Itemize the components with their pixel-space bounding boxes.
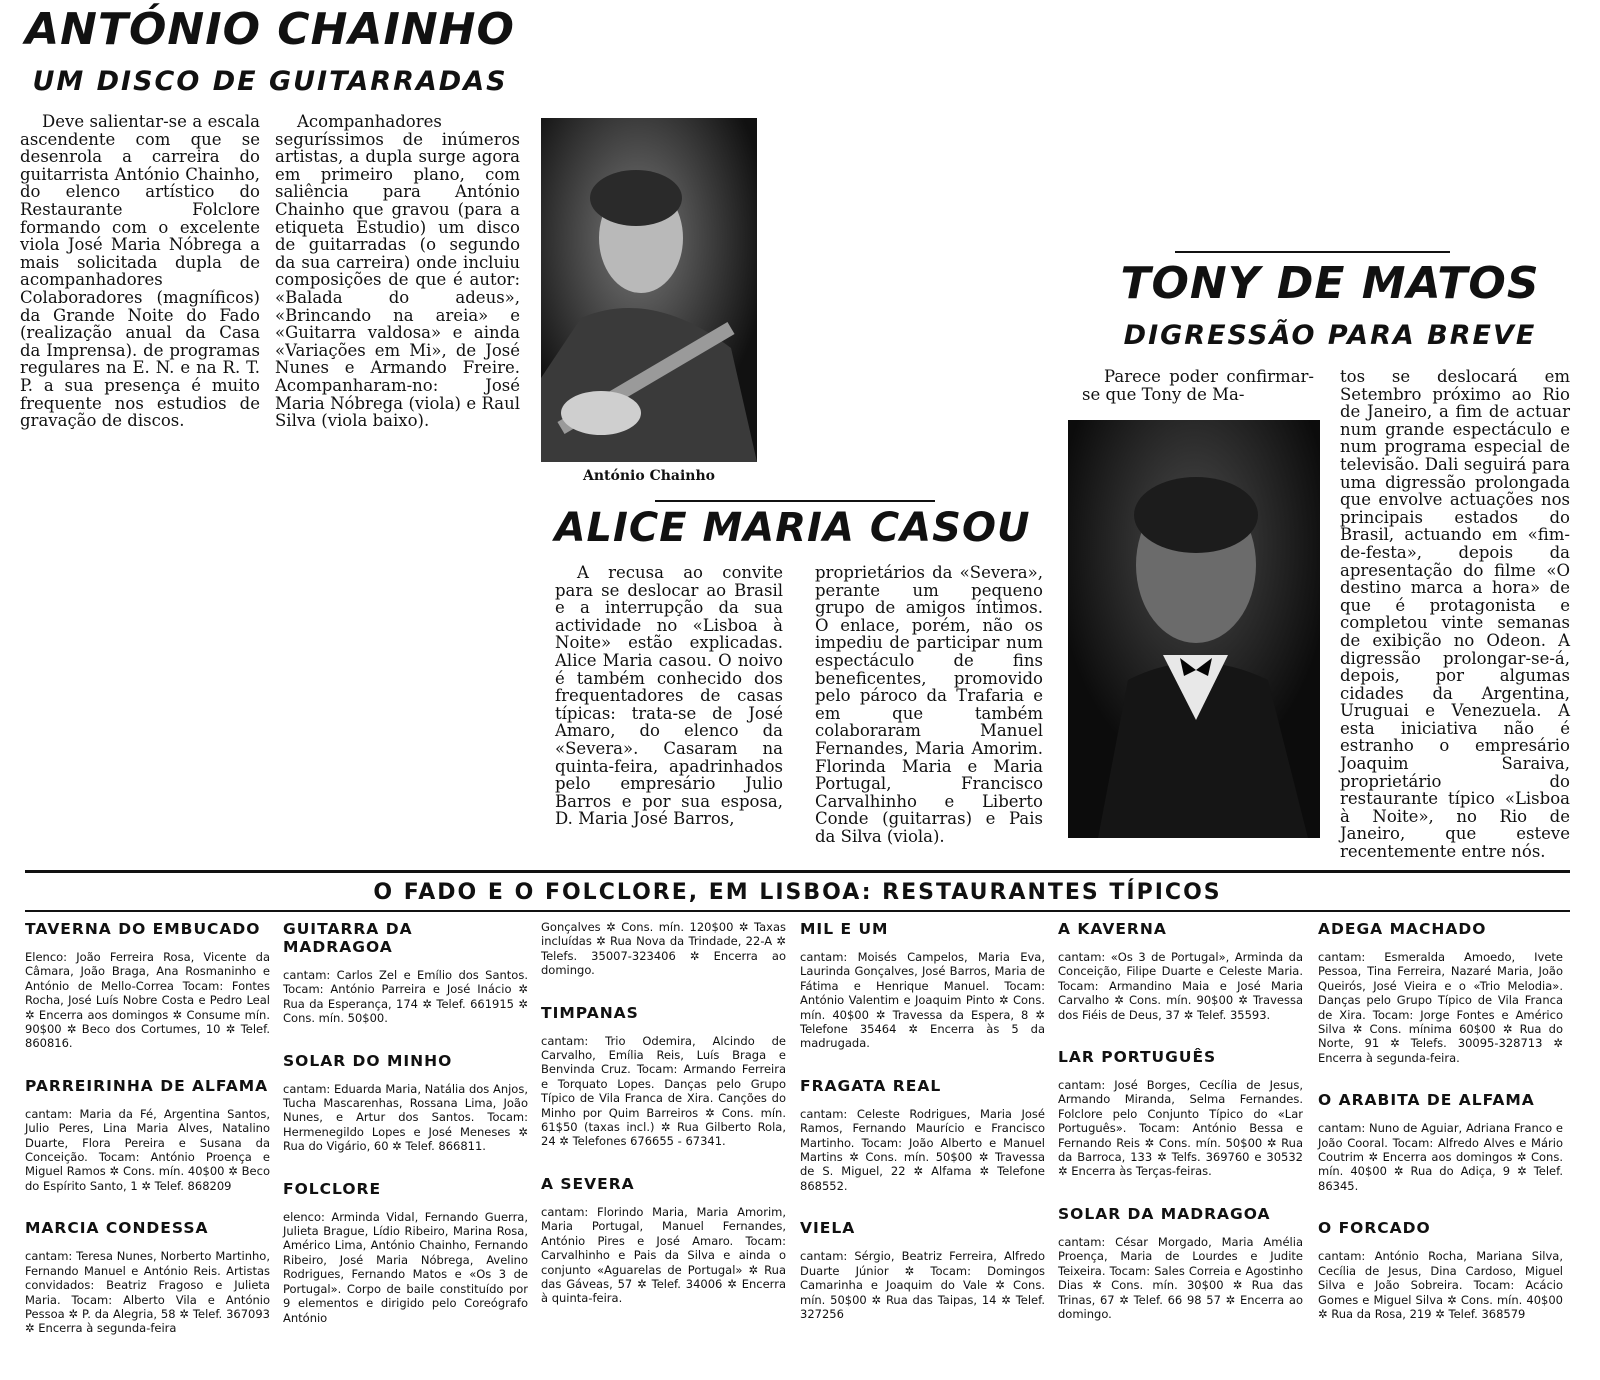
restaurant-details: cantam: Sérgio, Beatriz Ferreira, Alfredo Duarte Júnior ✲ Tocam: Domingos Camarinha e Joaquim do Vale ✲ Cons. mín. 50$00 ✲ Rua das Taipas, 14 ✲ Telef. 327256 — [800, 1249, 1045, 1321]
listing-column — [25, 920, 270, 1362]
restaurant-name: TAVERNA DO EMBUCADO — [25, 920, 261, 938]
restaurant-name: FRAGATA REAL — [800, 1076, 942, 1095]
restaurant-name: SOLAR DO MINHO — [283, 1051, 453, 1070]
restaurant-name: LAR PORTUGUÊS — [1058, 1048, 1217, 1067]
restaurant-entry — [283, 1052, 528, 1154]
chainho-photo-caption: António Chainho — [583, 468, 715, 484]
restaurant-details: cantam: Moisés Campelos, Maria Eva, Laurinda Gonçalves, José Barros, Maria de Fátima e Henrique Manuel. Tocam: António Valentim e Joaquim Pinto ✲ Cons. mín. 40$00 ✲ Travessa da Espera, 8 ✲ Telefone 35464 ✲ Encerra às 5 da madrugada. — [800, 950, 1045, 1051]
restaurant-name: PARREIRINHA DE ALFAMA — [25, 1076, 269, 1095]
restaurant-name: ADEGA MACHADO — [1318, 920, 1487, 938]
restaurant-details: cantam: Carlos Zel e Emílio dos Santos. Tocam: António Parreira e José Inácio ✲ Rua da Esperança, 174 ✲ Telef. 661915 ✲ Cons. mín. 50$00. — [283, 968, 528, 1026]
restaurant-details: cantam: Eduarda Maria, Natália dos Anjos, Tucha Mascarenhas, Rossana Lima, João Nunes, e Artur dos Santos. Tocam: Hermenegildo Lopes e José Meneses ✲ Rua do Vigário, 60 ✲ Telef. 866811. — [283, 1081, 528, 1154]
restaurant-entry — [1318, 1091, 1563, 1193]
chainho-headline: ANTÓNIO CHAINHO — [25, 4, 515, 55]
singer-portrait-image — [1068, 420, 1320, 838]
restaurant-entry — [800, 1219, 1045, 1321]
listing-column — [1318, 920, 1563, 1347]
restaurant-entry — [800, 1077, 1045, 1193]
alice-text-col2: proprietários da «Severa», perante um pequeno grupo de amigos íntimos. O enlace, porém, não os impediu de participar num espectáculo de fins beneficentes, promovido pelo pároco da Trafaria e em que também colaboraram Manuel Fernandes, Maria Amorim. Florinda Maria e Maria Portugal, Francisco Carvalhinho e Liberto Conde (guitarras) e Pais da Silva (viola). — [815, 563, 1043, 846]
guitarist-portrait-image — [541, 118, 757, 462]
restaurant-details: cantam: Maria da Fé, Argentina Santos, Julio Peres, Lina Maria Alves, Natalino Duarte, Flora Pereira e Susana da Conceição. Tocam: António Proença e Miguel Ramos ✲ Cons. mín. 40$00 ✲ Beco do Espírito Santo, 1 ✲ Telef. 868209 — [25, 1106, 270, 1193]
restaurant-details: cantam: António Rocha, Mariana Silva, Cecília de Jesus, Dina Cardoso, Miguel Silva e João Sobreira. Tocam: Acácio Gomes e Miguel Silva ✲ Cons. mín. 40$00 ✲ Rua da Rosa, 219 ✲ Telef. 368579 — [1318, 1249, 1563, 1321]
restaurant-entry — [283, 920, 528, 1026]
tony-photo — [1068, 420, 1320, 838]
restaurant-details: cantam: Trio Odemira, Alcindo de Carvalho, Emília Reis, Luís Braga e Benvinda Cruz. Tocam: Armando Ferreira e Torquato Lopes. Danças pelo Grupo Típico de Vila Franca de Xira. Canções do Minho por Quim Barreiros ✲ Cons. mín. 61$50 (taxas incl.) ✲ Rua Gilberto Rola, 24 ✲ Telefones 676655 - 67341. — [541, 1033, 786, 1149]
restaurant-entry — [1058, 920, 1303, 1022]
restaurant-entry — [1058, 1205, 1303, 1321]
restaurant-name: A SEVERA — [541, 1174, 635, 1193]
restaurant-name: FOLCLORE — [283, 1179, 382, 1198]
restaurant-details: cantam: César Morgado, Maria Amélia Proença, Maria de Lourdes e Judite Teixeira. Tocam: Sales Correia e Agostinho Dias ✲ Cons. mín. 30$00 ✲ Rua das Trinas, 67 ✲ Telef. 66 98 57 ✲ Encerra ao domingo. — [1058, 1234, 1303, 1321]
restaurant-details: cantam: Florindo Maria, Maria Amorim, Maria Portugal, Manuel Fernandes, António Pires e José Amaro. Tocam: Carvalhinho e Pais da Silva e ainda o conjunto «Aguarelas de Portugal» ✲ Rua das Gáveas, 57 ✲ Telef. 34006 ✲ Encerra à quinta-feira. — [541, 1204, 786, 1306]
restaurant-entry — [1058, 1048, 1303, 1179]
tony-subheadline: DIGRESSÃO PARA BREVE — [1123, 320, 1537, 351]
restaurant-name: GUITARRA DA MADRAGOA — [283, 920, 413, 956]
listing-column — [800, 920, 1045, 1347]
restaurant-entry — [1318, 920, 1563, 1065]
tony-top-rule — [1175, 251, 1450, 253]
restaurant-name: A KAVERNA — [1058, 920, 1167, 938]
alice-top-rule — [655, 500, 935, 502]
restaurant-details: cantam: Esmeralda Amoedo, Ivete Pessoa, Tina Ferreira, Nazaré Maria, João Queirós, José Vieira e o «Trio Melodia». Danças pelo Grupo Típico de Vila Franca de Xira. Tocam: Jorge Fontes e Américo Silva ✲ Cons. mínima 60$00 ✲ Rua do Norte, 91 ✲ Telefs. 30095-328713 ✲ Encerra à segunda-feira. — [1318, 950, 1563, 1065]
restaurant-name: TIMPANAS — [541, 1003, 639, 1022]
listings-top-rule — [25, 870, 1570, 873]
restaurant-entry — [283, 1180, 528, 1325]
restaurant-name: SOLAR DA MADRAGOA — [1058, 1204, 1271, 1223]
restaurant-details: Gonçalves ✲ Cons. mín. 120$00 ✲ Taxas incluídas ✲ Rua Nova da Trindade, 22-A ✲ Telefs. 35007-323406 ✲ Encerra ao domingo. — [541, 920, 786, 978]
restaurant-details: cantam: Teresa Nunes, Norberto Martinho, Fernando Manuel e António Reis. Artistas convidados: Beatriz Fragoso e Julieta Maria. Tocam: Alberto Vila e António Pessoa ✲ P. da Alegria, 58 ✲ Telef. 367093 ✲ Encerra à segunda-feira — [25, 1249, 270, 1336]
restaurant-entry — [25, 1077, 270, 1193]
restaurant-details: cantam: José Borges, Cecília de Jesus, Armando Miranda, Selma Fernandes. Folclore pelo Conjunto Típico do «Lar Português». Tocam: António Bessa e Fernando Reis ✲ Cons. mín. 50$00 ✲ Rua da Barroca, 133 ✲ Telfs. 369760 e 30532 ✲ Encerra às Terças-feiras. — [1058, 1078, 1303, 1179]
restaurant-entry — [25, 1219, 270, 1335]
chainho-subheadline: UM DISCO DE GUITARRADAS — [32, 66, 508, 97]
listings-section-title: O FADO E O FOLCLORE, EM LISBOA: RESTAURANTES TÍPICOS — [373, 880, 1222, 905]
chainho-text-col2: Acompanhadores seguríssimos de inúmeros artistas, a dupla surge agora em primeiro plano, com saliência para António Chainho que gravou (para a etiqueta Estudio) um disco de guitarradas (o segundo da sua carreira) onde incluiu composições de que é autor: «Balada do adeus», «Brincando na areia» e «Guitarra valdosa» e ainda «Variações em Mi», de José Nunes e Armando Freire. Acompanharam-no: José Maria Nóbrega (viola) e Raul Silva (viola baixo). — [275, 112, 520, 431]
alice-headline: ALICE MARIA CASOU — [554, 505, 1031, 551]
listings-bottom-rule — [25, 910, 1570, 912]
chainho-photo — [541, 118, 757, 462]
article-chainho — [0, 0, 530, 480]
restaurant-name: O ARABITA DE ALFAMA — [1318, 1091, 1535, 1110]
restaurant-entry — [541, 920, 786, 978]
restaurant-name: O FORCADO — [1318, 1219, 1431, 1238]
restaurant-entry — [1318, 1219, 1563, 1321]
restaurant-name: MARCIA CONDESSA — [25, 1219, 209, 1238]
listing-column — [283, 920, 528, 1351]
restaurant-details: cantam: Nuno de Aguiar, Adriana Franco e João Cooral. Tocam: Alfredo Alves e Mário Coutrim ✲ Encerra aos domingos ✲ Cons. mín. 40$00 ✲ Rua do Adiça, 9 ✲ Telef. 86345. — [1318, 1121, 1563, 1193]
restaurant-entry — [541, 1175, 786, 1306]
restaurant-details: cantam: Celeste Rodrigues, Maria José Ramos, Fernando Maurício e Francisco Martinho. Tocam: João Alberto e Manuel Martins ✲ Cons. mín. 50$00 ✲ Travessa de S. Miguel, 22 ✲ Alfama ✲ Telefone 868552. — [800, 1106, 1045, 1193]
restaurant-entry — [25, 920, 270, 1051]
restaurant-details: cantam: «Os 3 de Portugal», Arminda da Conceição, Filipe Duarte e Celeste Maria. Tocam: Armandino Maia e José Maria Carvalho ✲ Cons. mín. 90$00 ✲ Travessa dos Fiéis de Deus, 37 ✲ Telef. 35593. — [1058, 950, 1303, 1022]
tony-text-col1: Parece poder confirmar-se que Tony de Ma- — [1082, 367, 1314, 404]
restaurant-details: elenco: Arminda Vidal, Fernando Guerra, Julieta Brague, Lídio Ribeiro, Marina Rosa, Américo Lima, António Chainho, Fernando Ribeiro, José Maria Nóbrega, Avelino Rodrigues, Fernando Matos e «Os 3 de Portugal». Corpo de baile constituído por 9 elementos e dirigido pelo Coreógrafo António — [283, 1209, 528, 1325]
restaurant-entry — [800, 920, 1045, 1051]
listing-column — [1058, 920, 1303, 1347]
restaurant-name: VIELA — [800, 1219, 856, 1238]
chainho-text-col1: Deve salientar-se a escala ascendente com que se desenrola a carreira do guitarrista António Chainho, do elenco artístico do Restaurante Folclore formando com o excelente viola José Maria Nóbrega a mais solicitada dupla de acompanhadores Colaboradores (magníficos) da Grande Noite do Fado (realização anual da Casa da Imprensa). de programas regulares na E. N. e na R. T. P. a sua presença é muito frequente nos estudios de gravação de discos. — [20, 112, 260, 431]
restaurant-details: Elenco: João Ferreira Rosa, Vicente da Câmara, João Braga, Ana Rosmaninho e António de Mello-Correa Tocam: Fontes Rocha, José Luís Nobre Costa e Pedro Leal ✲ Encerra aos domingos ✲ Consume mín. 90$00 ✲ Beco dos Cortumes, 10 ✲ Telef. 860816. — [25, 950, 270, 1051]
tony-headline: TONY DE MATOS — [1120, 258, 1540, 309]
alice-text-col1: A recusa ao convite para se deslocar ao Brasil e a interrupção da sua actividade no «Lisboa à Noite» estão explicadas. Alice Maria casou. O noivo é também conhecido dos frequentadores de casas típicas: trata-se de José Amaro, do elenco da «Severa». Casaram na quinta-feira, apadrinhados pelo empresário Julio Barros e por sua esposa, D. Maria José Barros, — [555, 563, 783, 829]
restaurant-name: MIL E UM — [800, 920, 889, 938]
listing-column — [541, 920, 786, 1332]
tony-text-col2: tos se deslocará em Setembro próximo ao Rio de Janeiro, a fim de actuar num grande espectáculo e num programa especial de televisão. Dali seguirá para uma digressão prolongada que envolve actuações nos principais estados do Brasil, actuando em «fim-de-festa», depois da apresentação do filme «O destino marca a hora» de que é protagonista e completou vinte semanas de exibição no Odeon. A digressão prolongar-se-á, depois, por algumas cidades da Argentina, Uruguai e Venezuela. A esta iniciativa não é estranho o empresário Joaquim Saraiva, proprietário do restaurante típico «Lisboa à Noite», no Rio de Janeiro, que esteve recentemente entre nós. — [1340, 367, 1570, 862]
restaurant-entry — [541, 1004, 786, 1149]
